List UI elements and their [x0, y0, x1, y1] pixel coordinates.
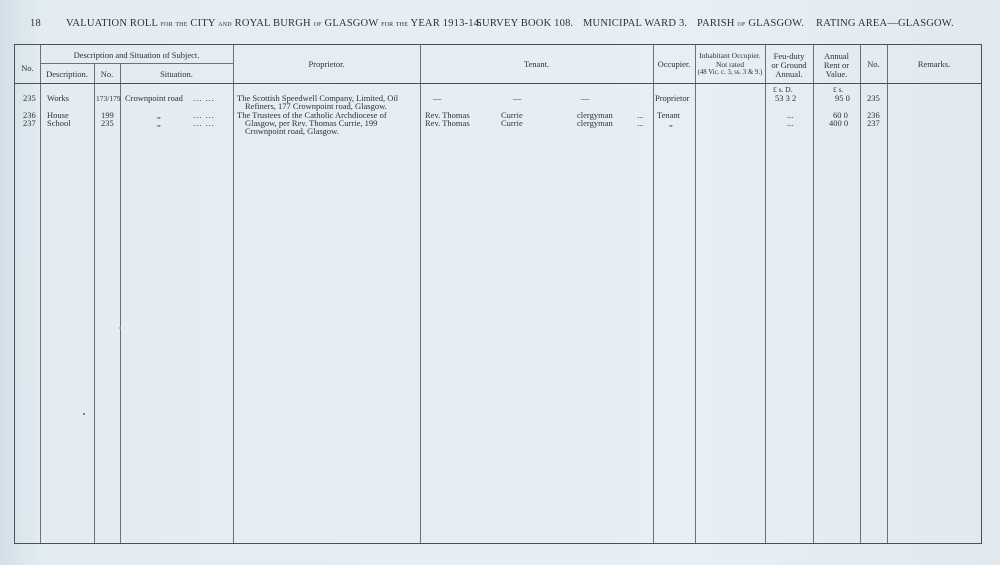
row-annual-rent: 400 0	[829, 118, 849, 128]
row-tenant-last: —	[513, 93, 522, 103]
col-header-inhabitant: Inhabitant Occupier. Not rated (48 Vic. c. 3, ss. 3 & 9.)	[697, 51, 763, 76]
row-situation: „	[157, 110, 161, 120]
row-tenant-first: Rev. Thomas	[425, 118, 470, 128]
row-situation-dots: ... ...	[193, 118, 215, 128]
column-rule	[695, 45, 696, 543]
column-rule	[653, 45, 654, 543]
parish: PARISH of GLASGOW.	[697, 18, 805, 29]
roll-title: VALUATION ROLL for the CITY and ROYAL BURGH of GLASGOW for the YEAR 1913-14.	[66, 18, 482, 29]
col-header-proprietor: Proprietor.	[308, 59, 345, 69]
row-no: 235	[23, 93, 36, 103]
row-feu-duty: ...	[787, 110, 794, 120]
row-tenant-dots: ...	[637, 118, 644, 128]
col-header-description: Description.	[46, 69, 88, 79]
row-situation-dots: ... ...	[193, 93, 215, 103]
row-occupier: Proprietor	[655, 93, 690, 103]
col-header-situation: Situation.	[160, 69, 193, 79]
row-desc-no: 199	[101, 110, 114, 120]
row-tenant-designation: clergyman	[577, 110, 613, 120]
row-tenant-first: Rev. Thomas	[425, 110, 470, 120]
rating-area: RATING AREA—GLASGOW.	[816, 18, 954, 29]
row-situation-dots: ... ...	[193, 110, 215, 120]
row-no-right: 236	[867, 110, 880, 120]
municipal-ward: MUNICIPAL WARD 3.	[583, 18, 688, 29]
row-tenant-designation: —	[581, 93, 590, 103]
column-rule	[765, 45, 766, 543]
paper-speck	[83, 413, 85, 415]
row-annual-rent: 60 0	[833, 110, 848, 120]
col-header-remarks: Remarks.	[917, 59, 951, 69]
col-header-tenant: Tenant.	[523, 59, 550, 69]
header-bottom-rule	[15, 83, 981, 84]
column-rule	[420, 45, 421, 543]
col-header-no: No.	[21, 63, 34, 73]
rent-currency-head: £ s.	[833, 85, 844, 94]
row-proprietor-line1: The Trustees of the Catholic Archdiocese of	[237, 110, 387, 120]
feu-currency-head: £ s. D.	[773, 85, 793, 94]
row-situation: Crownpoint road	[125, 93, 183, 103]
row-annual-rent: 95 0	[835, 93, 850, 103]
col-header-annual-rent: Annual Rent or Value.	[823, 51, 850, 79]
row-tenant-last: Currie	[501, 118, 523, 128]
col-header-desc-no: No.	[100, 69, 114, 79]
row-tenant-last: Currie	[501, 110, 523, 120]
row-proprietor-line1: The Scottish Speedwell Company, Limited, Oil	[237, 93, 399, 103]
roll-table	[14, 44, 982, 544]
column-rule	[233, 45, 234, 543]
row-occupier: Tenant	[657, 110, 681, 120]
column-rule	[120, 63, 121, 543]
row-feu-duty: 53 3 2	[775, 93, 797, 103]
column-rule	[94, 63, 95, 543]
row-no-right: 237	[867, 118, 880, 128]
row-no: 237	[23, 118, 36, 128]
row-proprietor-line3: Crownpoint road, Glasgow.	[245, 126, 339, 136]
row-desc-no: 173/179	[96, 94, 121, 103]
paper-speck	[119, 327, 121, 329]
page-number: 18	[30, 18, 41, 29]
row-proprietor-line2: Refiners, 177 Crownpoint road, Glasgow.	[245, 101, 387, 111]
row-desc-no: 235	[101, 118, 114, 128]
row-feu-duty: ...	[787, 118, 794, 128]
row-proprietor-line2: Glasgow, per Rev. Thomas Currie, 199	[245, 118, 378, 128]
row-occupier: „	[669, 118, 673, 128]
column-rule	[813, 45, 814, 543]
row-description: School	[47, 118, 71, 128]
column-rule	[887, 45, 888, 543]
row-situation: „	[157, 118, 161, 128]
row-tenant-first: —	[433, 93, 442, 103]
column-rule	[860, 45, 861, 543]
col-header-no-right: No.	[867, 59, 880, 69]
header-subrule	[40, 63, 233, 64]
row-no-right: 235	[867, 93, 880, 103]
row-tenant-dots: ...	[637, 110, 644, 120]
row-tenant-designation: clergyman	[577, 118, 613, 128]
col-header-feu-duty: Feu-duty or Ground Annual.	[771, 51, 807, 79]
col-header-desc-situation: Description and Situation of Subject.	[73, 50, 200, 60]
row-no: 236	[23, 110, 36, 120]
row-description: Works	[47, 93, 69, 103]
row-description: House	[47, 110, 69, 120]
column-rule	[40, 45, 41, 543]
survey-book: SURVEY BOOK 108.	[476, 18, 574, 29]
col-header-occupier: Occupier.	[657, 59, 691, 69]
